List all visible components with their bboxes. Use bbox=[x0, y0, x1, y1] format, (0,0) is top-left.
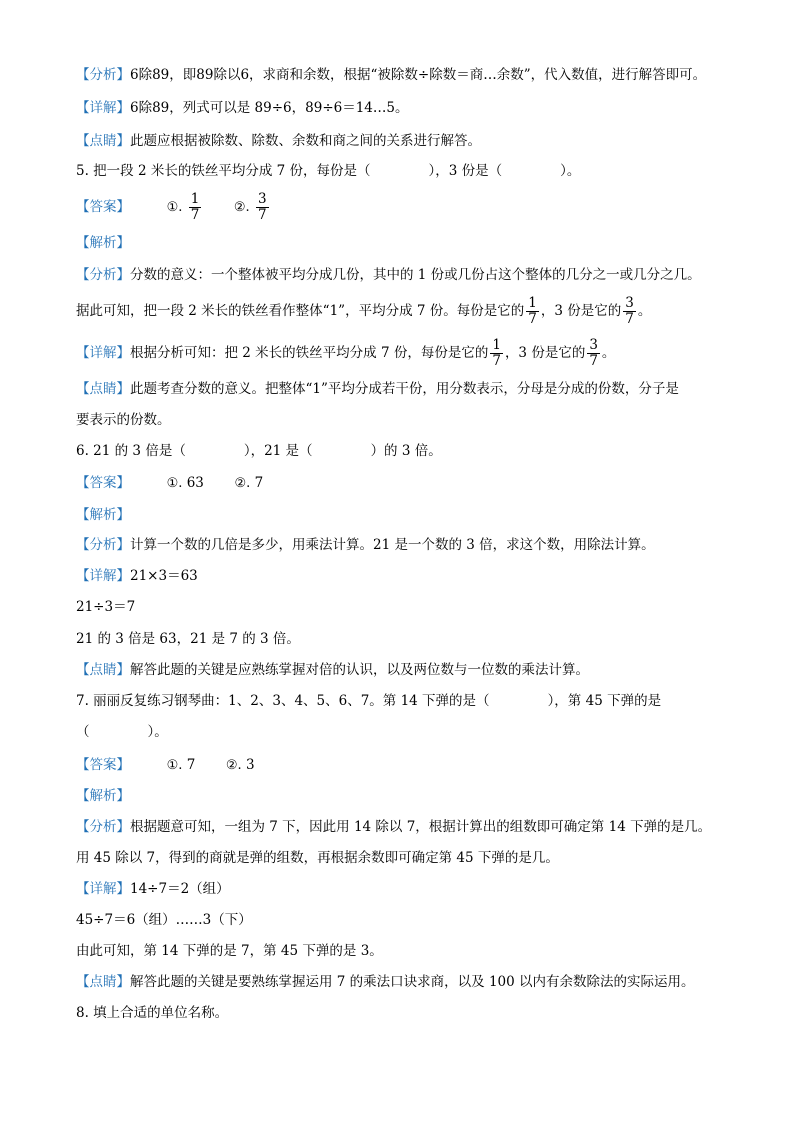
q4-detail-text: 6除89，列式可以是 89÷6，89÷6＝14…5。 bbox=[130, 100, 409, 116]
q5-detail-text: 根据分析可知：把 2 米长的铁丝平均分成 7 份，每份是它的 bbox=[130, 345, 489, 361]
q7-question-part: ）。 bbox=[147, 724, 168, 740]
q6-detail-line-2 bbox=[76, 598, 135, 616]
q4-analysis-line bbox=[76, 66, 706, 84]
q5-question-part: ）。 bbox=[560, 163, 581, 179]
q7-conclusion-line bbox=[76, 942, 383, 960]
q5-analysis-text: ，3 份是它的 bbox=[540, 303, 622, 319]
q7-tip-text: 解答此题的关键是要熟练掌握运用 7 的乘法口诀求商，以及 100 以内有余数除法的实际运用。 bbox=[130, 974, 695, 990]
q5-question-part: 5. 把一段 2 米长的铁丝平均分成 7 份，每份是（ bbox=[76, 163, 371, 179]
q7-answer-1: 7 bbox=[186, 757, 196, 773]
q7-answer-2: 3 bbox=[245, 757, 255, 773]
q6-conclusion-line bbox=[76, 630, 300, 648]
tip-tag: 【点睛】 bbox=[76, 133, 130, 149]
analysis-tag: 【分析】 bbox=[76, 537, 130, 553]
q8-question-text: 8. 填上合适的单位名称。 bbox=[76, 1005, 229, 1021]
q5-tip-text: 要表示的份数。 bbox=[76, 412, 171, 428]
fraction-three-sevenths bbox=[623, 296, 636, 327]
answer-tag: 【答案】 bbox=[76, 199, 130, 215]
q4-detail-line bbox=[76, 99, 408, 117]
q5-solution-heading bbox=[76, 234, 130, 252]
q5-answer-1-fraction bbox=[189, 192, 202, 223]
q7-detail-line-2 bbox=[76, 911, 252, 929]
q7-question-part: 7. 丽丽反复练习钢琴曲：1、2、3、4、5、6、7。第 14 下弹的是（ bbox=[76, 693, 490, 709]
denominator: 7 bbox=[257, 207, 267, 223]
q7-answer-line bbox=[76, 756, 255, 775]
q4-tip-text: 此题应根据被除数、除数、余数和商之间的关系进行解答。 bbox=[130, 133, 481, 149]
detail-tag: 【详解】 bbox=[76, 881, 130, 897]
detail-tag: 【详解】 bbox=[76, 345, 130, 361]
q5-analysis-text: 分数的意义：一个整体被平均分成几份，其中的 1 份或几份占这个整体的几分之一或几分之几。 bbox=[130, 267, 701, 283]
q7-conclusion-text: 由此可知，第 14 下弹的是 7，第 45 下弹的是 3。 bbox=[76, 943, 383, 959]
answer-tag: 【答案】 bbox=[76, 475, 130, 491]
q6-answer-2: 7 bbox=[254, 475, 264, 491]
q6-question bbox=[76, 442, 442, 460]
tip-tag: 【点睛】 bbox=[76, 381, 130, 397]
tip-tag: 【点睛】 bbox=[76, 662, 130, 678]
analysis-tag: 【分析】 bbox=[76, 819, 130, 835]
solution-tag: 【解析】 bbox=[76, 235, 130, 251]
numerator: 1 bbox=[190, 191, 200, 207]
numerator: 3 bbox=[589, 337, 598, 353]
q5-analysis-text: 。 bbox=[637, 303, 652, 319]
q5-tip-line-1 bbox=[76, 380, 679, 398]
q5-question bbox=[76, 162, 580, 180]
numerator: 3 bbox=[257, 191, 267, 207]
q7-analysis-text: 根据题意可知，一组为 7 下，因此用 14 除以 7，根据计算出的组数即可确定第 14 下弹的是几。 bbox=[130, 819, 712, 835]
numerator: 1 bbox=[528, 295, 537, 311]
q6-detail-text: 21÷3＝7 bbox=[76, 599, 136, 615]
detail-tag: 【详解】 bbox=[76, 568, 130, 584]
q6-question-part: 6. 21 的 3 倍是（ bbox=[76, 443, 186, 459]
q4-tip-line bbox=[76, 132, 481, 150]
q5-tip-line-2 bbox=[76, 411, 171, 429]
q6-question-part: ）的 3 倍。 bbox=[370, 443, 442, 459]
numerator: 1 bbox=[492, 337, 501, 353]
q8-question bbox=[76, 1004, 228, 1022]
answer-marker-2: ②. bbox=[233, 200, 250, 215]
detail-tag: 【详解】 bbox=[76, 100, 130, 116]
q6-solution-heading bbox=[76, 506, 130, 524]
q5-answer-line bbox=[76, 190, 271, 225]
q7-tip-line bbox=[76, 973, 695, 991]
q7-question-line-1 bbox=[76, 692, 661, 710]
q5-analysis-line-2 bbox=[76, 294, 651, 328]
q5-detail-line bbox=[76, 336, 615, 370]
fraction-three-sevenths bbox=[587, 338, 600, 369]
denominator: 7 bbox=[528, 311, 537, 327]
q5-tip-text: 此题考查分数的意义。把整体“1”平均分成若干份，用分数表示，分母是分成的份数，分子是 bbox=[130, 381, 679, 397]
q7-analysis-line-1 bbox=[76, 818, 711, 836]
tip-tag: 【点睛】 bbox=[76, 974, 130, 990]
q5-detail-text: 。 bbox=[601, 345, 616, 361]
fraction-one-seventh bbox=[526, 296, 539, 327]
denominator: 7 bbox=[625, 311, 634, 327]
q4-analysis-text: 6除89，即89除以6，求商和余数，根据“被除数÷除数＝商…余数”，代入数值，进行解答即可。 bbox=[130, 67, 707, 83]
q7-detail-text: 14÷7＝2（组） bbox=[130, 881, 230, 897]
q7-detail-text: 45÷7＝6（组）……3（下） bbox=[76, 912, 252, 928]
solution-tag: 【解析】 bbox=[76, 507, 130, 523]
denominator: 7 bbox=[492, 353, 501, 369]
numerator: 3 bbox=[625, 295, 634, 311]
q7-analysis-text: 用 45 除以 7，得到的商就是弹的组数，再根据余数即可确定第 45 下弹的是几。 bbox=[76, 850, 559, 866]
answer-marker-1: ①. bbox=[166, 200, 183, 215]
q7-question-line-2 bbox=[76, 723, 168, 741]
q6-tip-text: 解答此题的关键是应熟练掌握对倍的认识，以及两位数与一位数的乘法计算。 bbox=[130, 662, 589, 678]
q6-answer-line bbox=[76, 474, 263, 493]
solution-tag: 【解析】 bbox=[76, 788, 130, 804]
q5-analysis-text: 据此可知，把一段 2 米长的铁丝看作整体“1”，平均分成 7 份。每份是它的 bbox=[76, 303, 525, 319]
q6-detail-text: 21×3＝63 bbox=[130, 568, 198, 584]
q6-question-part: ），21 是（ bbox=[243, 443, 313, 459]
q5-answer-2-fraction bbox=[256, 192, 269, 223]
q7-solution-heading bbox=[76, 787, 130, 805]
q6-analysis-text: 计算一个数的几倍是多少，用乘法计算。21 是一个数的 3 倍，求这个数，用除法计算。 bbox=[130, 537, 655, 553]
q6-conclusion-text: 21 的 3 倍是 63，21 是 7 的 3 倍。 bbox=[76, 631, 300, 647]
q5-detail-text: ，3 份是它的 bbox=[504, 345, 586, 361]
q6-tip-line bbox=[76, 661, 589, 679]
q6-answer-1: 63 bbox=[186, 475, 204, 491]
denominator: 7 bbox=[589, 353, 598, 369]
q5-question-part: ），3 份是（ bbox=[428, 163, 503, 179]
q6-detail-line bbox=[76, 567, 198, 585]
answer-marker-2: ②. bbox=[234, 476, 251, 491]
denominator: 7 bbox=[190, 207, 200, 223]
q5-analysis-line-1 bbox=[76, 266, 701, 284]
answer-tag: 【答案】 bbox=[76, 757, 130, 773]
answer-marker-1: ①. bbox=[166, 758, 183, 773]
analysis-tag: 【分析】 bbox=[76, 67, 130, 83]
answer-marker-2: ②. bbox=[225, 758, 242, 773]
answer-marker-1: ①. bbox=[166, 476, 183, 491]
q7-analysis-line-2 bbox=[76, 849, 559, 867]
q7-question-part: （ bbox=[76, 724, 90, 740]
fraction-one-seventh bbox=[490, 338, 503, 369]
q7-detail-line bbox=[76, 880, 230, 898]
analysis-tag: 【分析】 bbox=[76, 267, 130, 283]
q7-question-part: ），第 45 下弹的是 bbox=[547, 693, 662, 709]
q6-analysis-line bbox=[76, 536, 655, 554]
